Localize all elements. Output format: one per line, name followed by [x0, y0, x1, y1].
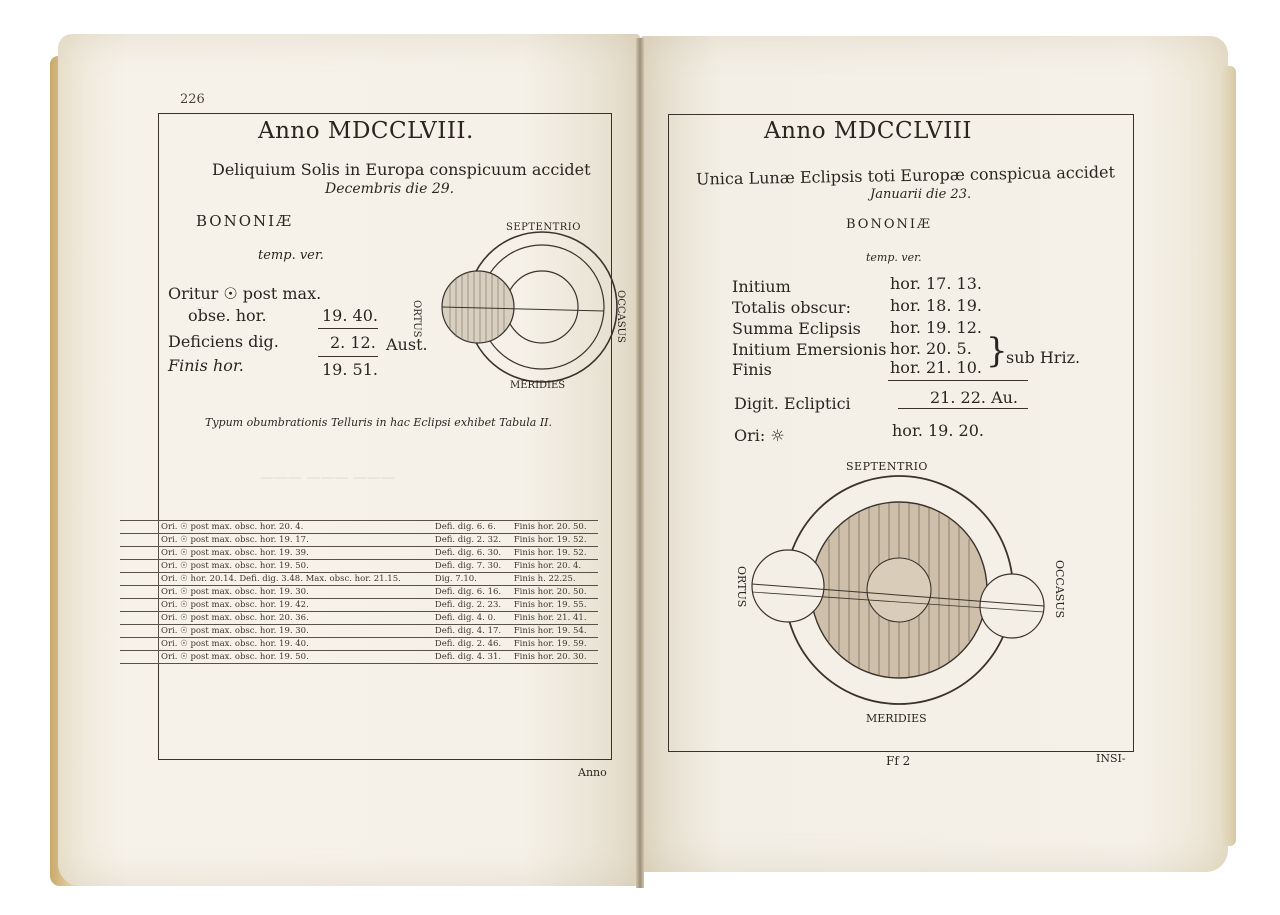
- table-city-cell: [120, 573, 159, 586]
- table-cell: Finis h. 22.25.: [512, 573, 598, 586]
- diagram-label-east: ORTUS: [411, 300, 422, 338]
- catchword: INSI-: [1096, 752, 1126, 765]
- right-page-date: Januarii die 23.: [870, 187, 972, 202]
- table-cell: Ori. ☉ post max. obsc. hor. 19. 17.: [159, 534, 433, 547]
- table-cell: Ori. ☉ post max. obsc. hor. 20. 36.: [159, 612, 433, 625]
- table-row: [120, 612, 598, 625]
- table-cell: Defi. dig. 6. 6.: [433, 521, 512, 534]
- right-row-value: hor. 18. 19.: [890, 296, 982, 315]
- table-city-cell: [120, 599, 159, 612]
- rule: [898, 408, 1028, 409]
- right-temp-label: temp. ver.: [866, 251, 922, 264]
- city-eclipse-table: [120, 520, 598, 664]
- right-page-subtitle: Unica Lunæ Eclipsis toti Europæ conspicua accidet: [695, 162, 1116, 189]
- right-digit-label: Digit. Ecliptici: [734, 394, 851, 413]
- lunar-eclipse-diagram: [744, 474, 1054, 706]
- table-cell: Finis hor. 19. 52.: [512, 534, 598, 547]
- table-city-cell: [120, 625, 159, 638]
- table-cell: Defi. dig. 4. 31.: [433, 651, 512, 664]
- table-city-cell: [120, 612, 159, 625]
- left-row-label: Finis hor.: [168, 356, 244, 375]
- table-cell: Finis hor. 19. 55.: [512, 599, 598, 612]
- table-cell: Finis hor. 19. 54.: [512, 625, 598, 638]
- table-cell: Finis hor. 20. 50.: [512, 586, 598, 599]
- table-cell: Finis hor. 20. 50.: [512, 521, 598, 534]
- page-block-edge: [1220, 66, 1236, 846]
- table-cell: Finis hor. 21. 41.: [512, 612, 598, 625]
- left-place-name: BONONIÆ: [196, 212, 294, 230]
- rule: [888, 380, 1028, 381]
- catchword: Anno: [578, 766, 607, 779]
- table-cell: Ori. ☉ post max. obsc. hor. 19. 50.: [159, 651, 433, 664]
- left-row-value: 19. 40.: [322, 306, 378, 325]
- table-row: [120, 560, 598, 573]
- table-cell: Ori. ☉ post max. obsc. hor. 19. 42.: [159, 599, 433, 612]
- right-row-label: Summa Eclipsis: [732, 319, 861, 338]
- table-cell: Finis hor. 20. 4.: [512, 560, 598, 573]
- right-ori-value: hor. 19. 20.: [892, 421, 984, 440]
- table-cell: Ori. ☉ post max. obsc. hor. 19. 30.: [159, 586, 433, 599]
- table-row: [120, 534, 598, 547]
- diagram-label-west: OCCASUS: [615, 290, 626, 343]
- signature-mark: Ff 2: [886, 754, 911, 768]
- right-row-label: Initium: [732, 277, 791, 296]
- table-city-cell: [120, 534, 159, 547]
- left-row-label: Deficiens dig.: [168, 332, 279, 351]
- table-city-cell: [120, 586, 159, 599]
- table-row: [120, 521, 598, 534]
- table-cell: Ori. ☉ post max. obsc. hor. 19. 50.: [159, 560, 433, 573]
- right-ori-label: Ori: ☼: [734, 426, 785, 445]
- table-cell: Defi. dig. 2. 32.: [433, 534, 512, 547]
- right-row-value: hor. 20. 5.: [890, 339, 972, 358]
- table-cell: Finis hor. 19. 52.: [512, 547, 598, 560]
- brace: }: [986, 331, 1008, 371]
- left-page-title: Anno MDCCLVIII.: [258, 118, 474, 144]
- table-cell: Finis hor. 20. 30.: [512, 651, 598, 664]
- table-cell: Defi. dig. 6. 30.: [433, 547, 512, 560]
- table-row: [120, 599, 598, 612]
- diagram-label-north: SEPTENTRIO: [846, 460, 928, 473]
- table-row: [120, 638, 598, 651]
- table-cell: Defi. dig. 7. 30.: [433, 560, 512, 573]
- left-row-value: 2. 12.: [330, 333, 376, 352]
- solar-eclipse-diagram: [420, 215, 620, 395]
- bleed-through-text: ——— ——— ———: [260, 470, 395, 486]
- table-row: [120, 586, 598, 599]
- table-cell: Defi. dig. 2. 46.: [433, 638, 512, 651]
- left-row-label: Oritur ☉ post max.: [168, 284, 322, 303]
- right-row-value: hor. 19. 12.: [890, 318, 982, 337]
- table-cell: Defi. dig. 4. 0.: [433, 612, 512, 625]
- right-page-title: Anno MDCCLVIII: [764, 118, 972, 144]
- left-page-subtitle: Deliquium Solis in Europa conspicuum accidet: [212, 160, 591, 179]
- table-city-cell: [120, 521, 159, 534]
- left-temp-label: temp. ver.: [258, 248, 324, 263]
- diagram-label-east: ORTUS: [735, 566, 748, 608]
- right-row-value: hor. 17. 13.: [890, 274, 982, 293]
- table-cell: Ori. ☉ hor. 20.14. Defi. dig. 3.48. Max. obsc. hor. 21.15.: [159, 573, 433, 586]
- book-gutter: [636, 38, 644, 888]
- table-row: [120, 625, 598, 638]
- diagram-label-south: MERIDIES: [866, 712, 927, 725]
- rule: [318, 356, 378, 357]
- right-place-name: BONONIÆ: [846, 217, 933, 232]
- diagram-label-west: OCCASUS: [1053, 560, 1066, 619]
- table-city-cell: [120, 560, 159, 573]
- table-cell: Dig. 7.10.: [433, 573, 512, 586]
- table-row: [120, 547, 598, 560]
- table-city-cell: [120, 638, 159, 651]
- diagram-label-south: MERIDIES: [510, 380, 566, 391]
- table-cell: Defi. dig. 4. 17.: [433, 625, 512, 638]
- diagram-label-north: SEPTENTRIO: [506, 222, 581, 233]
- right-row-label: Finis: [732, 360, 772, 379]
- table-cell: Ori. ☉ post max. obsc. hor. 19. 30.: [159, 625, 433, 638]
- table-city-cell: [120, 651, 159, 664]
- right-digit-value: 21. 22. Au.: [930, 388, 1019, 407]
- right-row-value: hor. 21. 10.: [890, 358, 982, 377]
- left-page-note: Typum obumbrationis Telluris in hac Eclipsi exhibet Tabula II.: [205, 416, 553, 429]
- rule: [318, 328, 378, 329]
- table-cell: Defi. dig. 2. 23.: [433, 599, 512, 612]
- table-cell: Finis hor. 19. 59.: [512, 638, 598, 651]
- table-cell: Ori. ☉ post max. obsc. hor. 19. 39.: [159, 547, 433, 560]
- table-row: [120, 573, 598, 586]
- table-cell: Ori. ☉ post max. obsc. hor. 20. 4.: [159, 521, 433, 534]
- table-row: [120, 651, 598, 664]
- left-page-date: Decembris die 29.: [325, 181, 455, 197]
- right-row-label: Initium Emersionis: [732, 340, 887, 359]
- table-cell: Ori. ☉ post max. obsc. hor. 19. 40.: [159, 638, 433, 651]
- left-row-label: obse. hor.: [188, 306, 267, 325]
- table-city-cell: [120, 547, 159, 560]
- right-sub-horizon: sub Hriz.: [1006, 348, 1081, 367]
- right-row-label: Totalis obscur:: [732, 298, 851, 317]
- table-cell: Defi. dig. 6. 16.: [433, 586, 512, 599]
- left-row-value: 19. 51.: [322, 360, 378, 379]
- page-number: 226: [180, 92, 205, 107]
- left-row-suffix: Aust.: [386, 335, 428, 354]
